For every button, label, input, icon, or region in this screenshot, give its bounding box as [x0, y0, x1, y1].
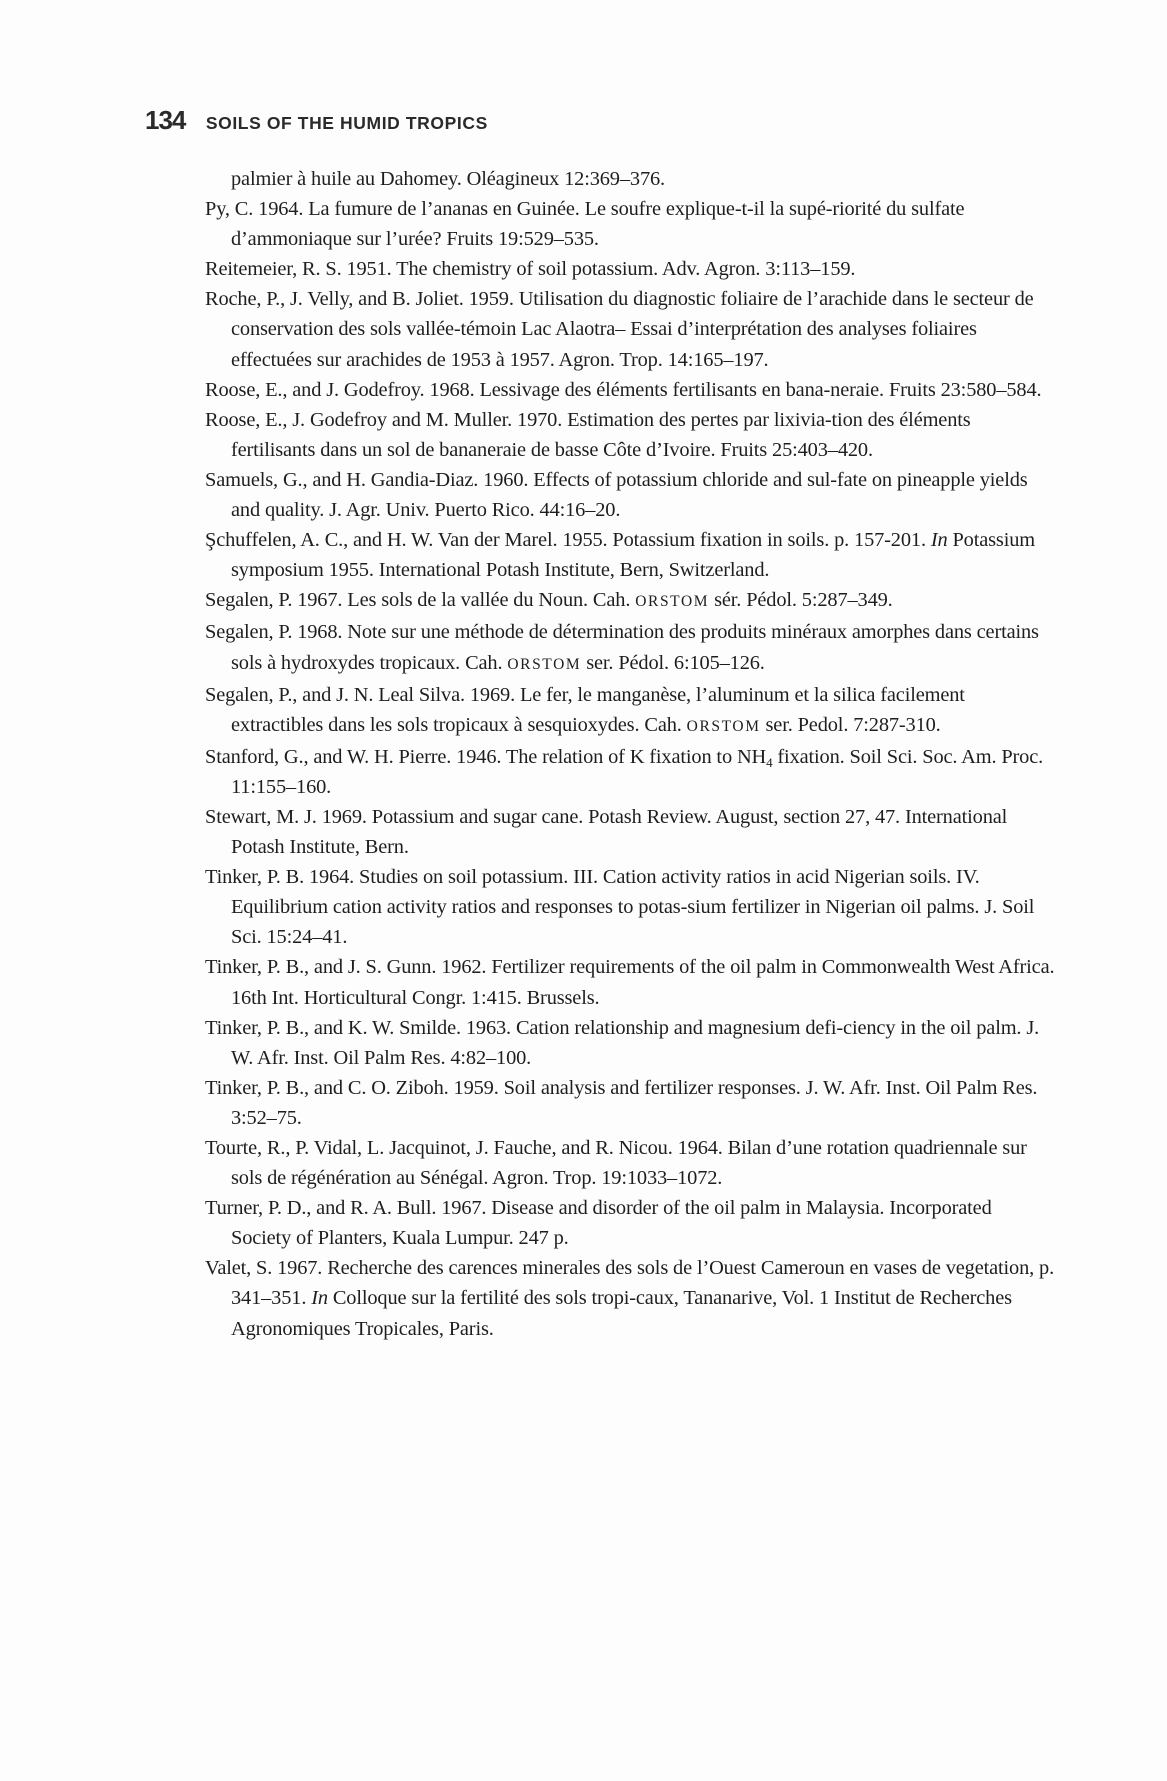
reference-entry: Tourte, R., P. Vidal, L. Jacquinot, J. Fauche, and R. Nicou. 1964. Bilan d’une rotation quadriennale sur sols de régénération au Sénégal. Agron. Trop. 19:1033–1072.	[205, 1137, 1027, 1190]
running-head	[145, 105, 488, 136]
reference-entry: Roose, E., and J. Godefroy. 1968. Lessivage des éléments fertilisants en bana-neraie. Fruits 23:580–584.	[205, 378, 1042, 401]
reference-entry: Şchuffelen, A. C., and H. W. Van der Marel. 1955. Potassium fixation in soils. p. 157-201. In Potassium symposium 1955. International Potash Institute, Bern, Switzerland.	[205, 529, 1035, 582]
reference-entry: Reitemeier, R. S. 1951. The chemistry of soil potassium. Adv. Agron. 3:113–159.	[205, 258, 856, 281]
reference-entry: Stanford, G., and W. H. Pierre. 1946. The relation of K fixation to $NH_4$ fixation. Soil Sci. Soc. Am. Proc. 11:155–160.	[205, 745, 1044, 798]
reference-entry: Segalen, P. 1968. Note sur une méthode de détermination des produits minéraux amorphes dans certains sols à hydroxydes tropicaux. Cah. ORSTOM ser. Pédol. 6:105–126.	[205, 621, 1039, 674]
page-number: 134	[145, 105, 186, 135]
orstom-smallcaps: ORSTOM	[507, 655, 582, 673]
running-title: SOILS OF THE HUMID TROPICS	[205, 113, 488, 133]
reference-list	[205, 164, 1055, 1344]
reference-entry: Segalen, P. 1967. Les sols de la vallée du Noun. Cah. ORSTOM sér. Pédol. 5:287–349.	[205, 589, 893, 612]
reference-entry: Tinker, P. B. 1964. Studies on soil potassium. III. Cation activity ratios in acid Nigerian soils. IV. Equilibrium cation activity ratios and responses to potas-sium fertilizer in Nigerian oil palms. J. Soil Sci. 15:24–41.	[205, 866, 1035, 949]
reference-entry: Tinker, P. B., and K. W. Smilde. 1963. Cation relationship and magnesium defi-ciency in the oil palm. J. W. Afr. Inst. Oil Palm Res. 4:82–100.	[205, 1016, 1040, 1069]
reference-entry: Roche, P., J. Velly, and B. Joliet. 1959. Utilisation du diagnostic foliaire de l’arachide dans le secteur de conservation des sols vallée-témoin Lac Alaotra– Essai d’interprétation des analyses foliaires effectuées sur arachides de 1953 à 1957. Agron. Trop. 14:165–197.	[205, 288, 1034, 371]
italic-in: In	[311, 1287, 328, 1310]
subscript: 4	[766, 754, 773, 770]
italic-in: In	[930, 529, 948, 552]
reference-entry: Segalen, P., and J. N. Leal Silva. 1969. Le fer, le manganèse, l’aluminum et la silica facilement extractibles dans les sols tropicaux à sesquioxydes. Cah. ORSTOM ser. Pedol. 7:287-310.	[205, 683, 965, 736]
reference-entry: Turner, P. D., and R. A. Bull. 1967. Disease and disorder of the oil palm in Malaysia. Incorporated Society of Planters, Kuala Lumpur. 247 p.	[205, 1197, 992, 1250]
reference-entry: Py, C. 1964. La fumure de l’ananas en Guinée. Le soufre explique-t-il la supé-riorité du sulfate d’ammoniaque sur l’urée? Fruits 19:529–535.	[205, 198, 965, 251]
reference-entry: Tinker, P. B., and J. S. Gunn. 1962. Fertilizer requirements of the oil palm in Commonwealth West Africa. 16th Int. Horticultural Congr. 1:415. Brussels.	[205, 956, 1055, 1009]
reference-entry: Roose, E., J. Godefroy and M. Muller. 1970. Estimation des pertes par lixivia-tion des éléments fertilisants dans un sol de bananeraie de basse Côte d’Ivoire. Fruits 25:403–420.	[205, 408, 971, 461]
reference-entry: Tinker, P. B., and C. O. Ziboh. 1959. Soil analysis and fertilizer responses. J. W. Afr. Inst. Oil Palm Res. 3:52–75.	[205, 1076, 1038, 1129]
reference-entry: palmier à huile au Dahomey. Oléagineux 12:369–376.	[231, 168, 665, 190]
reference-entry: Valet, S. 1967. Recherche des carences minerales des sols de l’Ouest Cameroun en vases de vegetation, p. 341–351. In Colloque sur la fertilité des sols tropi-caux, Tananarive, Vol. 1 Institut de Recherches Agronomiques Tropicales, Paris.	[205, 1257, 1055, 1340]
orstom-smallcaps: ORSTOM	[635, 593, 710, 611]
orstom-smallcaps: ORSTOM	[686, 717, 761, 735]
reference-entry: Samuels, G., and H. Gandia-Diaz. 1960. Effects of potassium chloride and sul-fate on pineapple yields and quality. J. Agr. Univ. Puerto Rico. 44:16–20.	[205, 468, 1028, 522]
reference-entry: Stewart, M. J. 1969. Potassium and sugar cane. Potash Review. August, section 27, 47. International Potash Institute, Bern.	[205, 805, 1008, 859]
